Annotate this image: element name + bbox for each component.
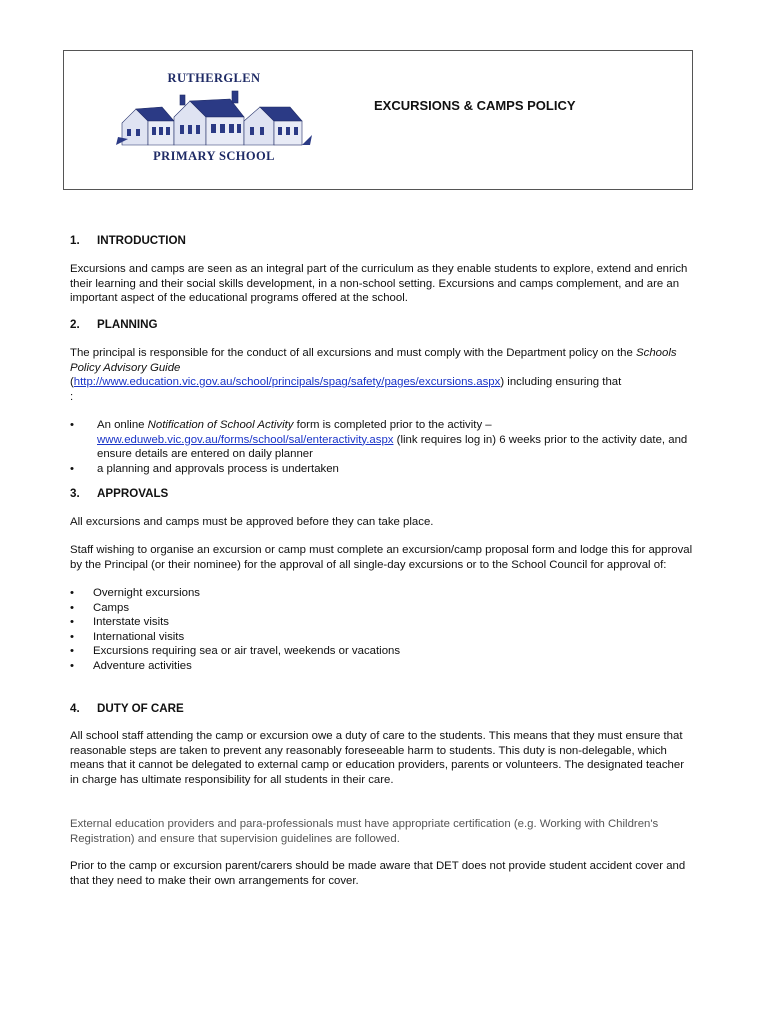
approvals-list <box>70 586 695 674</box>
introduction-paragraph: Excursions and camps are seen as an integral part of the curriculum as they enable students to explore, extend and enrich their learning and their social skills development, in a non-school setting. Excursions and camps complement, and are an important aspect of the educational programs offered at the school. <box>70 263 688 305</box>
approvals-paragraph-2: Staff wishing to organise an excursion or camp must complete an excursion/camp proposal form and lodge this for approval by the Principal (or their nominee) for the approval of all single-day excursions or to the School Council for approval of: <box>70 544 693 571</box>
document-header <box>63 50 693 190</box>
school-logo <box>114 65 314 175</box>
list-item: • Interstate visits <box>70 615 695 630</box>
logo-bottom-text: PRIMARY SCHOOL <box>153 149 275 163</box>
list-item-text: form is completed prior to the activity – <box>293 419 492 431</box>
section-title: INTRODUCTION <box>97 234 186 247</box>
policy-guide-link[interactable]: http://www.education.vic.gov.au/school/principals/spag/safety/pages/excursions.aspx <box>73 376 501 389</box>
planning-paragraph: The principal is responsible for the conduct of all excursions and must comply with the Department policy on the Schools Policy Advisory Guide (http://www.education.vic.gov.au/school/principals/spag/safety/pages/excursions.aspx) including ensuring that : <box>70 347 677 403</box>
list-item: • International visits <box>70 630 695 645</box>
policy-guide-name: Schools Policy Advisory Guide <box>70 347 677 374</box>
list-item-text: An online <box>97 419 148 431</box>
section-number: 4. <box>70 702 80 715</box>
section-heading-duty-of-care <box>70 702 184 717</box>
list-item: • Overnight excursions <box>70 586 695 601</box>
logo-top-text: RUTHERGLEN <box>167 71 261 85</box>
section-number: 3. <box>70 487 80 500</box>
duty-paragraph-1: All school staff attending the camp or excursion owe a duty of care to the students. This means that they must ensure that reasonable steps are taken to prevent any reasonably foreseeable harm to students. This duty is non-delegable, which means that it cannot be delegated to external camp or education providers, parents or volunteers. The designated teacher in charge has ultimate responsibility for all students in their care. <box>70 730 684 786</box>
list-item: • Camps <box>70 601 695 616</box>
planning-text-end: ) including ensuring that <box>500 376 622 389</box>
eduweb-link[interactable]: www.eduweb.vic.gov.au/forms/school/sal/enteractivity.aspx <box>97 433 394 446</box>
list-item: • a planning and approvals process is undertaken <box>70 462 695 477</box>
notification-form-name: Notification of School Activity <box>147 419 294 431</box>
duty-paragraph-3: Prior to the camp or excursion parent/carers should be made aware that DET does not provide student accident cover and that they need to make their own arrangements for cover. <box>70 860 686 887</box>
planning-list <box>70 418 695 476</box>
planning-colon: : <box>70 390 74 403</box>
list-item-text: (link requires log in) 6 weeks prior to the activity date, and ensure details are entered on daily planner <box>97 433 688 461</box>
document-title: EXCURSIONS & CAMPS POLICY <box>374 98 576 113</box>
section-number: 1. <box>70 234 80 247</box>
duty-paragraph-2: External education providers and para-professionals must have appropriate certification (e.g. Working with Children's Registration) and ensure that supervision guidelines are followed. <box>70 818 659 845</box>
planning-text: The principal is responsible for the conduct of all excursions and must comply with the Department policy on the <box>70 347 637 359</box>
section-title: DUTY OF CARE <box>97 702 184 715</box>
section-heading-planning <box>70 318 158 333</box>
school-building-illustration <box>114 87 314 147</box>
list-item <box>70 418 695 462</box>
section-title: APPROVALS <box>97 487 169 500</box>
section-number: 2. <box>70 318 80 331</box>
section-heading-approvals <box>70 487 168 502</box>
list-item: • Excursions requiring sea or air travel, weekends or vacations <box>70 644 695 659</box>
list-item: • Adventure activities <box>70 659 695 674</box>
section-title: PLANNING <box>97 318 158 331</box>
approvals-paragraph-1: All excursions and camps must be approved before they can take place. <box>70 516 434 528</box>
section-heading-introduction <box>70 234 186 249</box>
